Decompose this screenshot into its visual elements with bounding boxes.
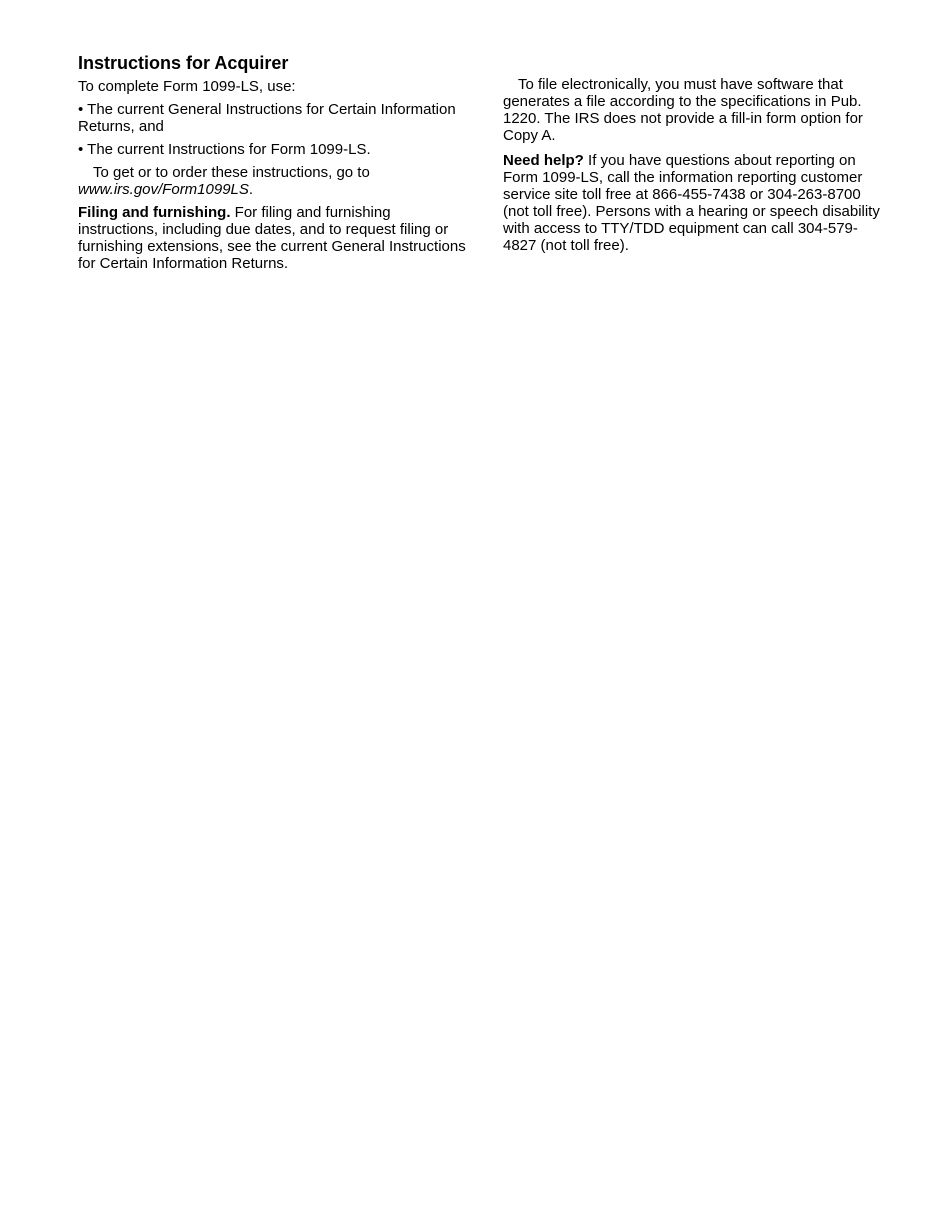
help-paragraph (503, 152, 885, 254)
help-text: If you have questions about reporting on Form 1099-LS, call the information reporting customer service site toll free at 866-455-7438 or 304-263-8700 (not toll free). Persons with a hearing or speech disability with access to TTY/TDD equipment can call 304-579-4827 (not toll free). (503, 152, 880, 254)
filing-text: For filing and furnishing instructions, including due dates, and to request filing or furnishing extensions, see the current General Instructions for Certain Information Returns. (78, 204, 466, 272)
order-paragraph (78, 164, 472, 198)
bullet-item-general-instructions (78, 101, 472, 135)
order-text: To get or to order these instructions, go to (93, 164, 370, 181)
bullet-icon: • (78, 101, 84, 118)
right-column (503, 76, 885, 260)
help-heading: Need help? (503, 152, 584, 169)
order-end: . (248, 181, 254, 198)
filing-heading: Filing and furnishing. (78, 204, 231, 221)
filing-paragraph (78, 204, 472, 272)
left-column (78, 52, 472, 278)
irs-url-link[interactable]: www.irs.gov/Form1099LS (78, 181, 249, 198)
intro-paragraph: To complete Form 1099-LS, use: (78, 78, 296, 95)
bullet-icon: • (78, 141, 84, 158)
electronic-filing-paragraph: To file electronically, you must have software that generates a file according to the specifications in Pub. 1220. The IRS does not provide a fill-in form option for Copy A. (503, 76, 863, 144)
section-heading: Instructions for Acquirer (78, 53, 289, 73)
bullet-item-form-instructions (78, 141, 472, 158)
bullet-text: The current General Instructions for Certain Information Returns, and (78, 101, 456, 135)
bullet-text: The current Instructions for Form 1099-LS. (87, 141, 371, 158)
